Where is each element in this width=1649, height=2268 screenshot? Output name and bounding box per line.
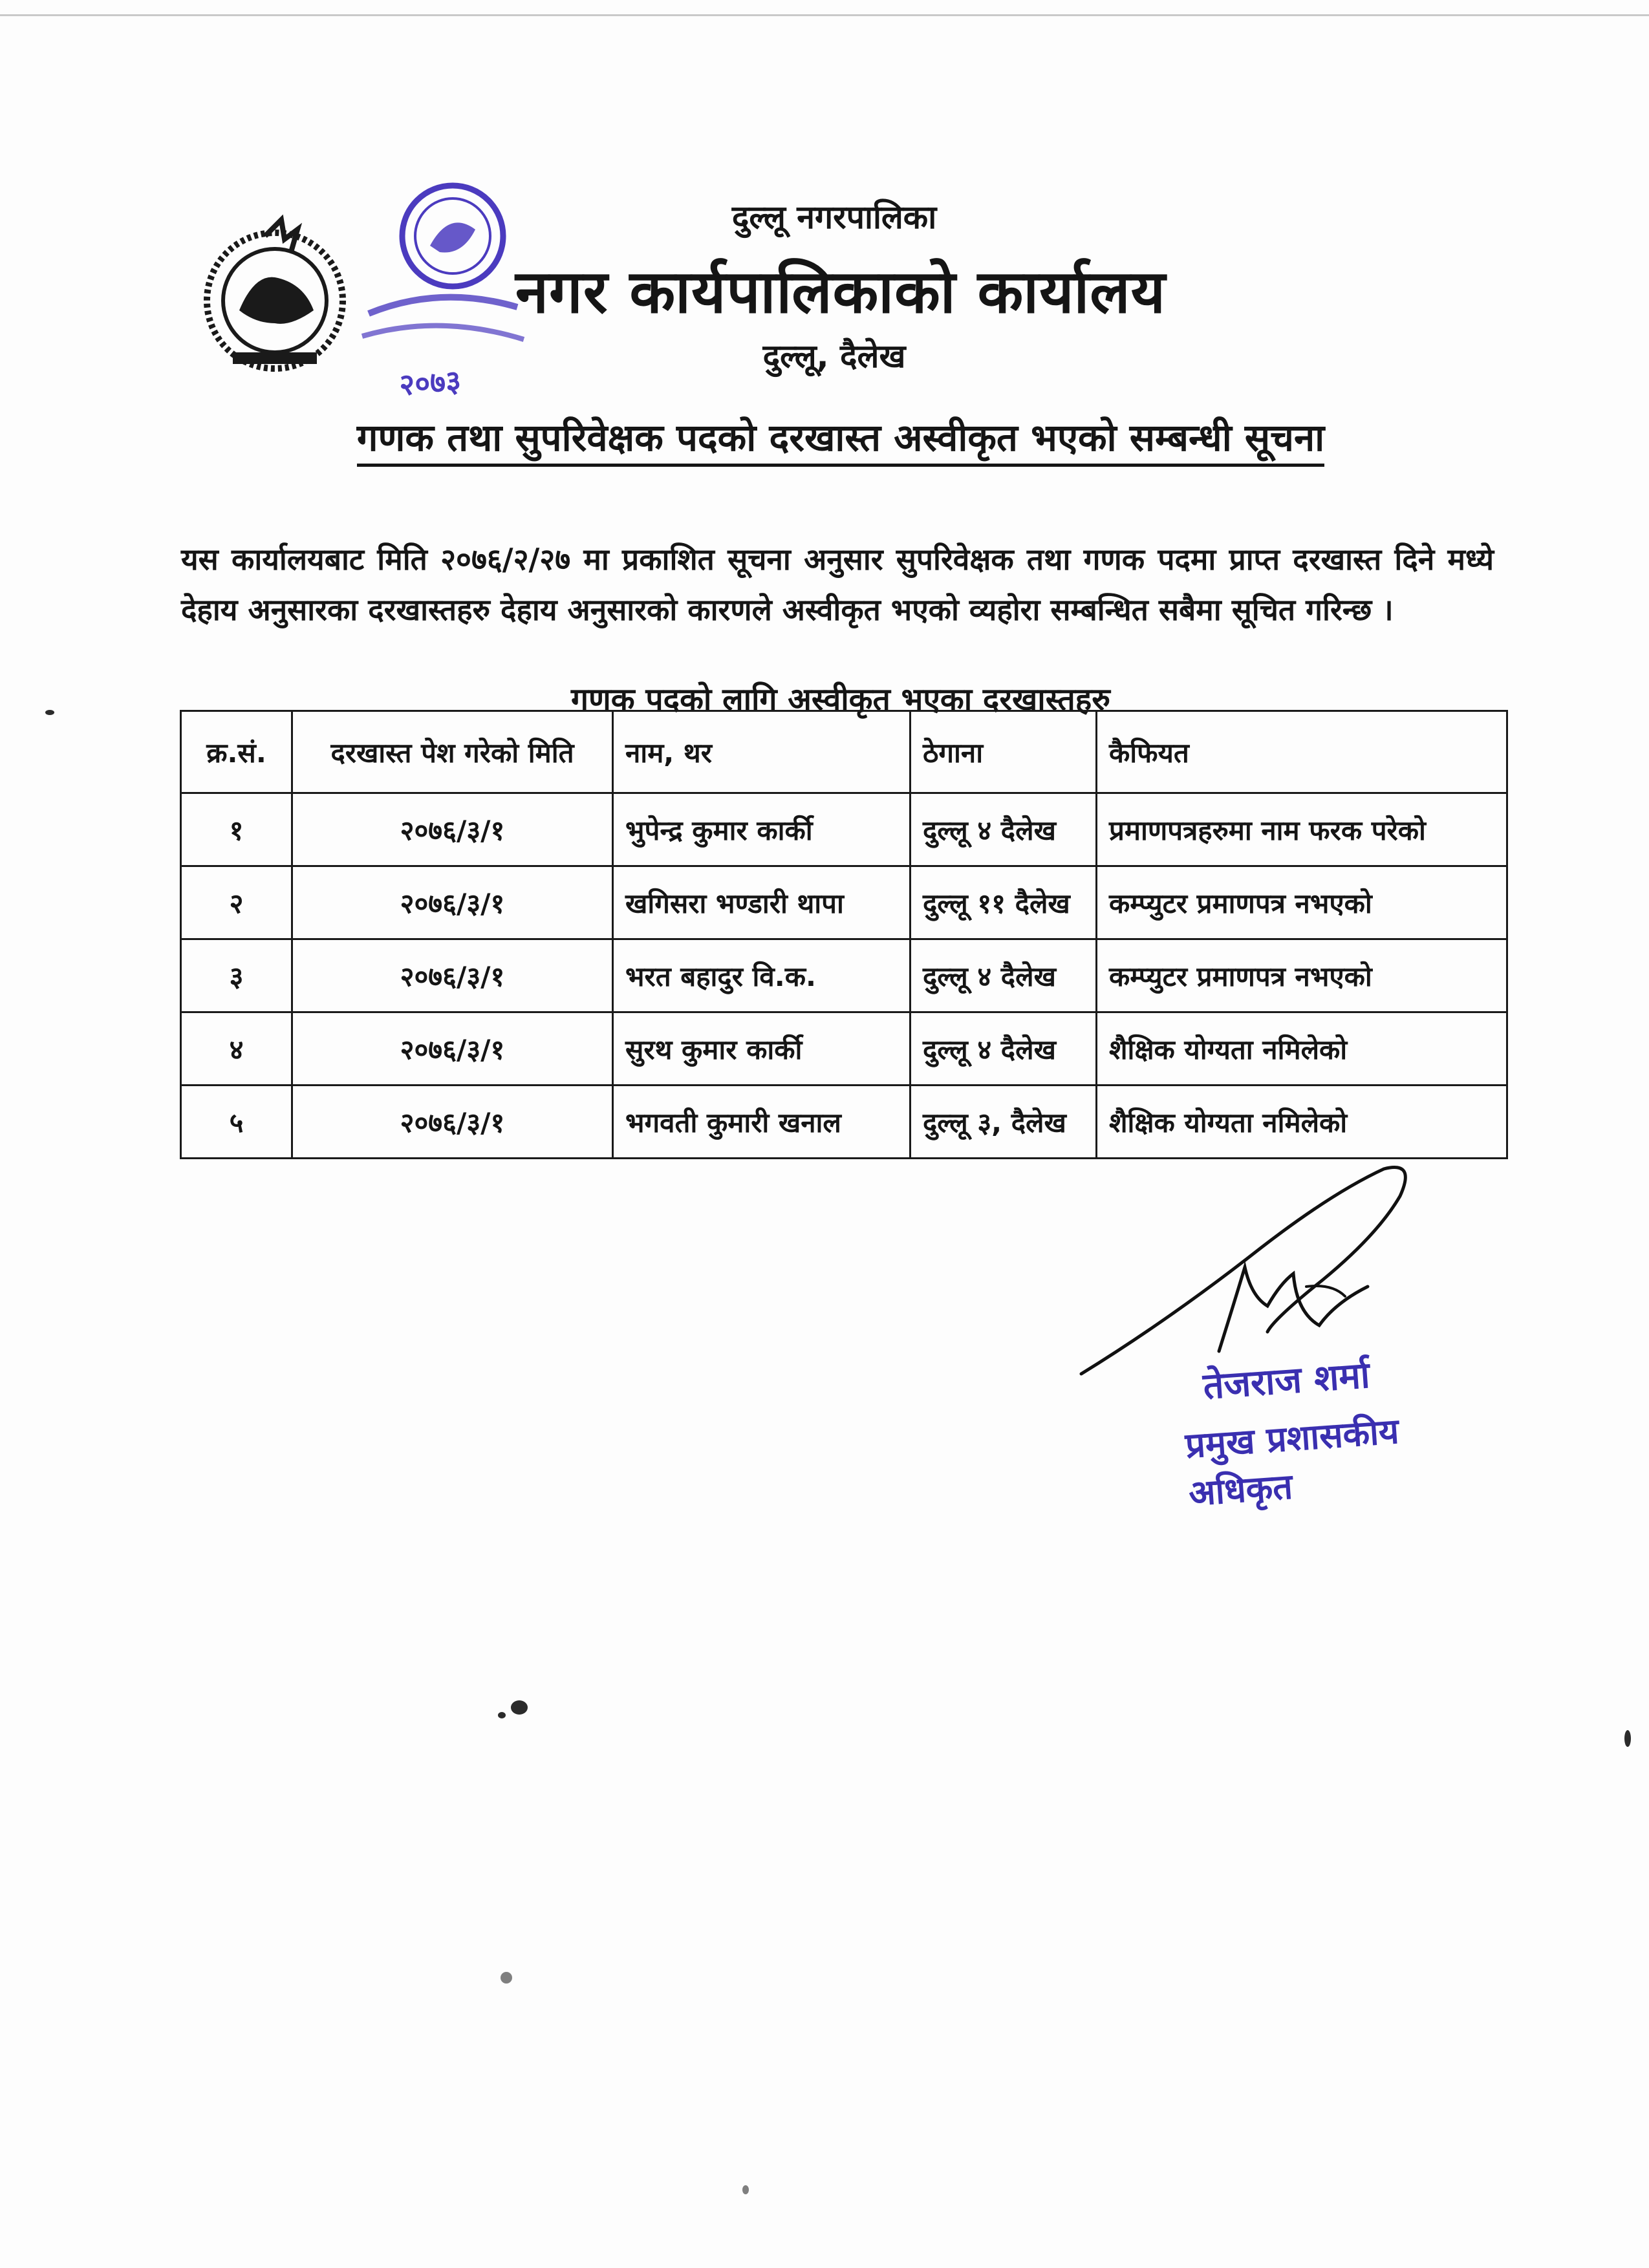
rejected-applications-table	[180, 710, 1508, 1159]
cell-date: २०७६/३/१	[292, 1086, 613, 1159]
cell-name: खगिसरा भण्डारी थापा	[613, 866, 911, 939]
cell-remark: प्रमाणपत्रहरुमा नाम फरक परेको	[1097, 793, 1507, 866]
cell-address: दुल्लू ४ दैलेख	[911, 1012, 1097, 1086]
stamp-year: २०७३	[398, 363, 462, 403]
cell-date: २०७६/३/१	[292, 1012, 613, 1086]
cell-address: दुल्लू ४ दैलेख	[911, 793, 1097, 866]
header-name: नाम, थर	[613, 711, 911, 793]
cell-remark: शैक्षिक योग्यता नमिलेको	[1097, 1012, 1507, 1086]
header-address: ठेगाना	[911, 711, 1097, 793]
cell-name: भुपेन्द्र कुमार कार्की	[613, 793, 911, 866]
cell-sn: १	[181, 793, 292, 866]
header-sn: क्र.सं.	[181, 711, 292, 793]
cell-date: २०७६/३/१	[292, 793, 613, 866]
cell-address: दुल्लू ११ दैलेख	[911, 866, 1097, 939]
cell-sn: ३	[181, 939, 292, 1012]
cell-remark: कम्प्युटर प्रमाणपत्र नभएको	[1097, 939, 1507, 1012]
page-top-rule	[0, 14, 1649, 16]
notice-title	[323, 411, 1358, 462]
scan-speck	[501, 1972, 512, 1984]
cell-sn: ४	[181, 1012, 292, 1086]
header-date: दरखास्त पेश गरेको मिति	[292, 711, 613, 793]
cell-sn: ५	[181, 1086, 292, 1159]
header-remark: कैफियत	[1097, 711, 1507, 793]
table-row	[181, 793, 1507, 866]
scan-speck	[511, 1700, 528, 1715]
signatory-title: प्रमुख प्रशासकीय अधिकृत	[1183, 1410, 1401, 1514]
notice-body: यस कार्यालयबाट मिति २०७६/२/२७ मा प्रकाशित सूचना अनुसार सुपरिवेक्षक तथा गणक पदमा प्राप्त दरखास्त दिने मध्ये देहाय अनुसारका दरखास्तहरु देहाय अनुसारको कारणले अस्वीकृत भएको व्यहोरा सम्बन्धित सबैमा सूचित गरिन्छ ।	[181, 542, 1494, 627]
scan-speck	[45, 710, 54, 715]
cell-name: सुरथ कुमार कार्की	[613, 1012, 911, 1086]
scan-speck	[1624, 1730, 1631, 1747]
cell-remark: शैक्षिक योग्यता नमिलेको	[1097, 1086, 1507, 1159]
cell-name: भगवती कुमारी खनाल	[613, 1086, 911, 1159]
table-row	[181, 1086, 1507, 1159]
office-name: नगर कार्यपालिकाको कार्यालय	[515, 257, 1167, 326]
table-row	[181, 866, 1507, 939]
office-address: दुल्लू, दैलेख	[762, 337, 906, 375]
cell-name: भरत बहादुर वि.क.	[613, 939, 911, 1012]
cell-date: २०७६/३/१	[292, 939, 613, 1012]
table-title: गणक पदको लागि अस्वीकृत भएका दरखास्तहरु	[571, 681, 1110, 718]
cell-date: २०७६/३/१	[292, 866, 613, 939]
municipality-name: दुल्लू नगरपालिका	[731, 198, 937, 236]
cell-address: दुल्लू ३, दैलेख	[911, 1086, 1097, 1159]
table-row	[181, 939, 1507, 1012]
scan-speck	[498, 1712, 506, 1718]
signatory-name: तेजराज शर्मा	[1202, 1354, 1372, 1408]
cell-address: दुल्लू ४ दैलेख	[911, 939, 1097, 1012]
cell-sn: २	[181, 866, 292, 939]
cell-remark: कम्प्युटर प्रमाणपत्र नभएको	[1097, 866, 1507, 939]
table-header-row	[181, 711, 1507, 793]
nepal-emblem-icon	[194, 213, 356, 381]
table-row	[181, 1012, 1507, 1086]
notice-title-text: गणक तथा सुपरिवेक्षक पदको दरखास्त अस्वीकृत भएको सम्बन्धी सूचना	[357, 416, 1324, 467]
scan-speck	[742, 2185, 749, 2194]
